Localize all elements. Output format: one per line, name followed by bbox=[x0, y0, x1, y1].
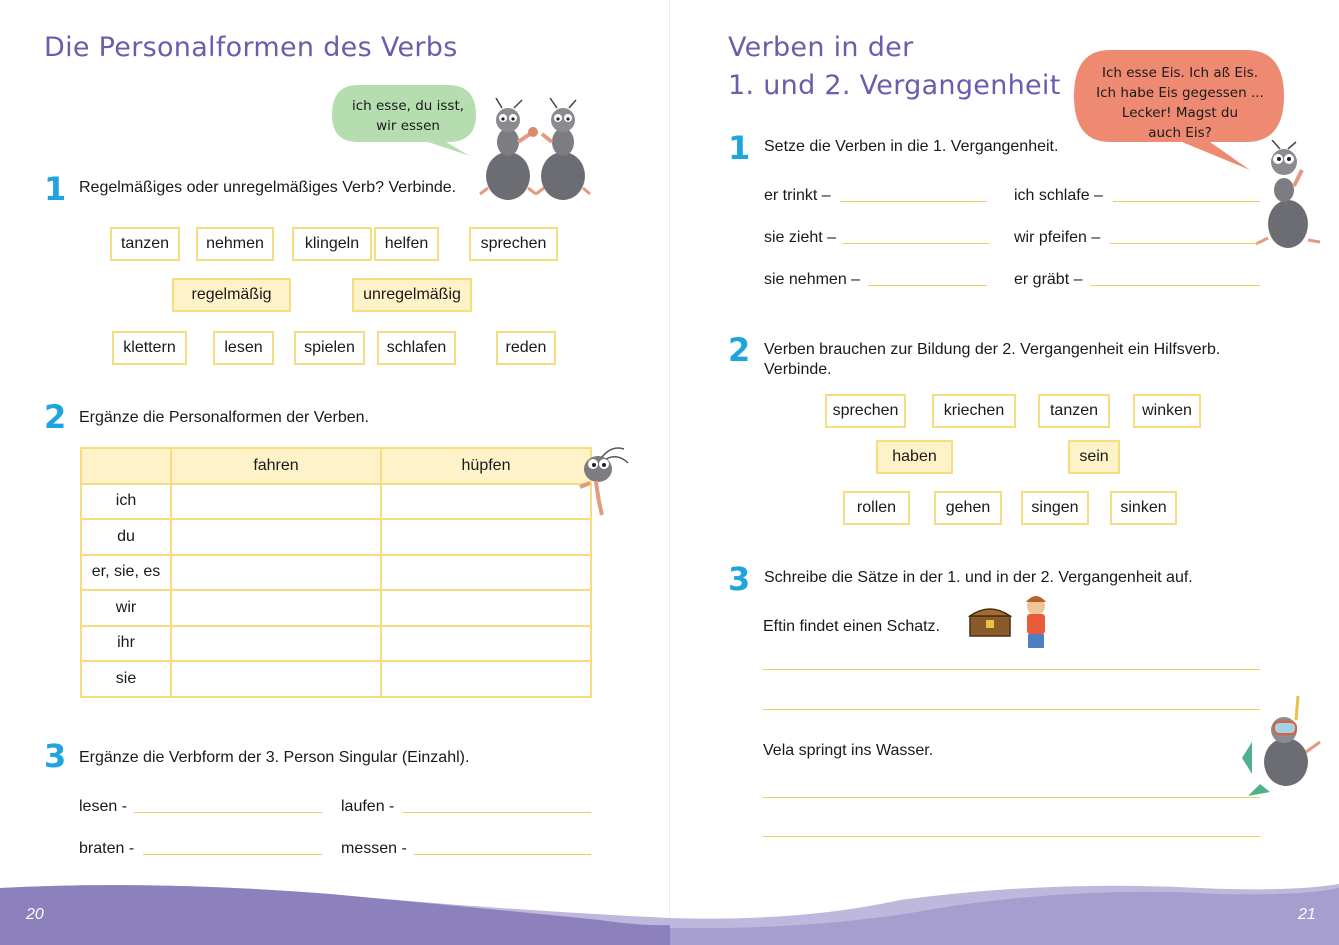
page-number-right: 21 bbox=[1298, 906, 1316, 923]
word-card[interactable]: klettern bbox=[112, 331, 187, 365]
diving-ant-illustration bbox=[1232, 692, 1328, 802]
answer-line[interactable] bbox=[1110, 243, 1260, 244]
task-instruction: Verben brauchen zur Bildung der 2. Vergangenheit ein Hilfsverb. bbox=[764, 341, 1221, 358]
pronoun-cell: wir bbox=[81, 590, 171, 626]
task-number: 3 bbox=[728, 560, 751, 598]
word-card[interactable]: sprechen bbox=[825, 394, 906, 428]
sentence-prompt: Eftin findet einen Schatz. bbox=[763, 618, 940, 635]
table-row bbox=[81, 555, 591, 591]
page-title-line-1: Verben in der bbox=[728, 32, 914, 63]
task-number: 1 bbox=[728, 129, 751, 167]
verb-label: er gräbt – bbox=[1014, 271, 1083, 288]
task-number: 2 bbox=[728, 331, 751, 369]
pronoun-cell: ich bbox=[81, 484, 171, 520]
category-card-irregular[interactable]: unregelmäßig bbox=[352, 278, 472, 312]
table-header-cell bbox=[81, 448, 171, 484]
page-title: Die Personalformen des Verbs bbox=[44, 32, 458, 63]
word-card[interactable]: tanzen bbox=[1038, 394, 1110, 428]
word-card[interactable]: sprechen bbox=[469, 227, 558, 261]
ants-eating-ice-cream-illustration bbox=[478, 98, 593, 203]
answer-cell[interactable] bbox=[171, 555, 381, 591]
answer-cell[interactable] bbox=[381, 519, 591, 555]
word-card[interactable]: spielen bbox=[294, 331, 365, 365]
verb-label: lesen - bbox=[79, 798, 128, 815]
auxiliary-card-haben[interactable]: haben bbox=[876, 440, 953, 474]
answer-cell[interactable] bbox=[171, 661, 381, 697]
verb-label: er trinkt – bbox=[764, 187, 831, 204]
task-instruction: Setze die Verben in die 1. Vergangenheit. bbox=[764, 138, 1059, 155]
task-instruction: Regelmäßiges oder unregelmäßiges Verb? Verbinde. bbox=[79, 179, 457, 196]
answer-line[interactable] bbox=[414, 854, 591, 855]
answer-cell[interactable] bbox=[381, 626, 591, 662]
peeking-ant-illustration bbox=[578, 443, 634, 519]
answer-line[interactable] bbox=[842, 243, 989, 244]
task-instruction: Schreibe die Sätze in der 1. und in der 2. Vergangenheit auf. bbox=[764, 569, 1193, 586]
pronoun-cell: sie bbox=[81, 661, 171, 697]
word-card[interactable]: winken bbox=[1133, 394, 1201, 428]
page-title-line-2: 1. und 2. Vergangenheit bbox=[728, 70, 1061, 101]
answer-line[interactable] bbox=[143, 854, 322, 855]
table-row bbox=[81, 590, 591, 626]
answer-cell[interactable] bbox=[381, 555, 591, 591]
pronoun-cell: ihr bbox=[81, 626, 171, 662]
pronoun-cell: er, sie, es bbox=[81, 555, 171, 591]
conjugation-table bbox=[80, 447, 592, 698]
table-row bbox=[81, 626, 591, 662]
word-card[interactable]: reden bbox=[496, 331, 556, 365]
answer-line[interactable] bbox=[403, 812, 591, 813]
answer-cell[interactable] bbox=[171, 590, 381, 626]
verb-label: sie nehmen – bbox=[764, 271, 861, 288]
pronoun-cell: du bbox=[81, 519, 171, 555]
word-card[interactable]: klingeln bbox=[292, 227, 372, 261]
answer-line[interactable] bbox=[134, 812, 322, 813]
bubble-line: Ich habe Eis gegessen ... bbox=[1096, 85, 1264, 101]
bubble-line: Ich esse Eis. Ich aß Eis. bbox=[1101, 65, 1259, 81]
answer-line[interactable] bbox=[868, 285, 987, 286]
bubble-line: auch Eis? bbox=[1148, 125, 1212, 141]
word-card[interactable]: singen bbox=[1021, 491, 1089, 525]
verb-label: braten - bbox=[79, 840, 135, 857]
page-number-left: 20 bbox=[26, 906, 44, 923]
verb-label: sie zieht – bbox=[764, 229, 837, 246]
answer-line[interactable] bbox=[840, 201, 987, 202]
answer-cell[interactable] bbox=[381, 661, 591, 697]
bubble-line: Lecker! Magst du bbox=[1121, 105, 1239, 121]
bubble-line: wir essen bbox=[376, 118, 440, 134]
writing-line[interactable] bbox=[763, 797, 1260, 798]
answer-cell[interactable] bbox=[171, 519, 381, 555]
table-row bbox=[81, 661, 591, 697]
speech-bubble bbox=[1078, 60, 1282, 146]
speech-bubble bbox=[338, 94, 478, 138]
writing-line[interactable] bbox=[763, 836, 1260, 837]
word-card[interactable]: helfen bbox=[374, 227, 439, 261]
task-number: 3 bbox=[44, 737, 67, 775]
task-instruction: Ergänze die Verbform der 3. Person Singular (Einzahl). bbox=[79, 749, 470, 766]
bubble-line: ich esse, du isst, bbox=[351, 98, 465, 114]
answer-line[interactable] bbox=[1113, 201, 1260, 202]
footer-wave bbox=[0, 880, 1339, 945]
verb-label: wir pfeifen – bbox=[1014, 229, 1101, 246]
table-row bbox=[81, 484, 591, 520]
word-card[interactable]: lesen bbox=[213, 331, 274, 365]
verb-label: ich schlafe – bbox=[1014, 187, 1103, 204]
right-page bbox=[670, 0, 1339, 945]
treasure-chest-and-boy-illustration bbox=[968, 592, 1056, 652]
writing-line[interactable] bbox=[763, 709, 1260, 710]
word-card[interactable]: rollen bbox=[843, 491, 910, 525]
word-card[interactable]: sinken bbox=[1110, 491, 1177, 525]
auxiliary-card-sein[interactable]: sein bbox=[1068, 440, 1120, 474]
answer-cell[interactable] bbox=[381, 590, 591, 626]
verb-label: laufen - bbox=[341, 798, 395, 815]
word-card[interactable]: nehmen bbox=[196, 227, 274, 261]
answer-line[interactable] bbox=[1091, 285, 1260, 286]
table-header-cell: fahren bbox=[171, 448, 381, 484]
verb-label: messen - bbox=[341, 840, 407, 857]
answer-cell[interactable] bbox=[381, 484, 591, 520]
answer-cell[interactable] bbox=[171, 626, 381, 662]
word-card[interactable]: tanzen bbox=[110, 227, 180, 261]
sentence-prompt: Vela springt ins Wasser. bbox=[763, 742, 934, 759]
thinking-ant-illustration bbox=[1254, 140, 1326, 252]
task-instruction: Ergänze die Personalformen der Verben. bbox=[79, 409, 369, 426]
task-number: 1 bbox=[44, 170, 67, 208]
writing-line[interactable] bbox=[763, 669, 1260, 670]
word-card[interactable]: kriechen bbox=[932, 394, 1016, 428]
word-card[interactable]: schlafen bbox=[377, 331, 456, 365]
answer-cell[interactable] bbox=[171, 484, 381, 520]
table-row bbox=[81, 519, 591, 555]
left-page bbox=[0, 0, 669, 945]
task-instruction-continued: Verbinde. bbox=[764, 361, 832, 378]
word-card[interactable]: gehen bbox=[934, 491, 1002, 525]
task-number: 2 bbox=[44, 398, 67, 436]
category-card-regular[interactable]: regelmäßig bbox=[172, 278, 291, 312]
table-header-cell: hüpfen bbox=[381, 448, 591, 484]
